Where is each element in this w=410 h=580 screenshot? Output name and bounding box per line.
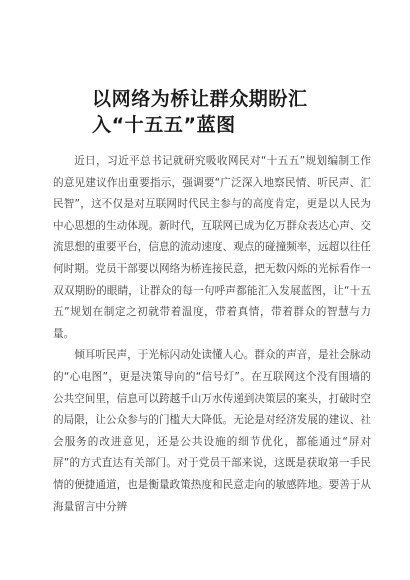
document-body: [53, 151, 371, 518]
paragraph: 近日，习近平总书记就研究吸收网民对“十五五”规划编制工作的意见建议作出重要指示，强调要“广泛深入地察民情、听民声、汇民智”，这不仅是对互联网时代民主参与的高度肯定，更是以人民为中心思想的生动体现。新时代，互联网已成为亿万群众表达心声、交流思想的重要平台，信息的流动速度、观点的碰撞频率，远超以往任何时期。党员干部要以网络为桥连接民意，把无数闪烁的光标看作一双双期盼的眼睛，让群众的每一句呼声都能汇入发展蓝图，让“十五五”规划在制定之初就带着温度，带着真情，带着群众的智慧与力量。: [53, 155, 371, 340]
paragraph: 倾耳听民声，于光标闪动处读懂人心。群众的声音，是社会脉动的“心电图”，更是决策导向的“信号灯”。在互联网这个没有围墙的公共空间里，信息可以跨越千山万水传递到决策层的案头，打破时空的局限，让公众参与的门槛大大降低。无论是对经济发展的建议、社会服务的改进意见，还是公共设施的细节优化，都能通过“屏对屏”的方式直达有关部门。对于党员干部来说，这既是获取第一手民情的便捷通道，也是衡量政策热度和民意走向的敏感阵地。要善于从海量留言中分辨: [53, 349, 371, 513]
document-title: 以网络为桥让群众期盼汇入“十五五”蓝图: [92, 88, 308, 136]
